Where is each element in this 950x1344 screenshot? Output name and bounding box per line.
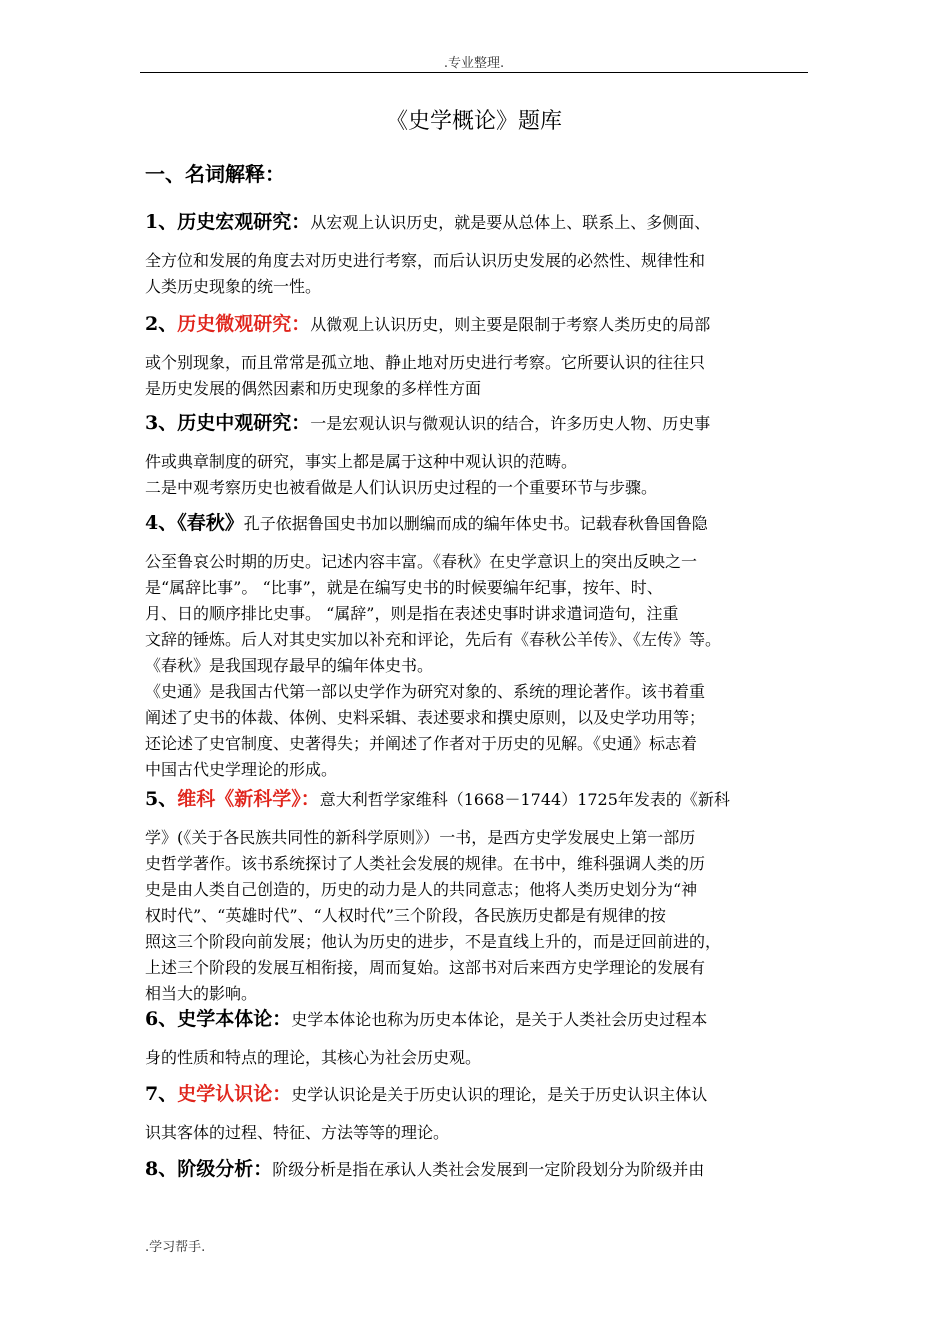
entry-line: 是历史发展的偶然因素和历史现象的多样性方面 xyxy=(145,379,482,398)
entry-line: 或个别现象，而且常常是孤立地、静止地对历史进行考察。它所要认识的往往只 xyxy=(145,353,706,372)
entry-line: 月、日的顺序排比史事。 “属辞”，则是指在表述史事时讲求遣词造句，注重 xyxy=(145,604,679,623)
entry-term: 历史微观研究： xyxy=(177,313,311,335)
entry-line: 还论述了史官制度、史著得失；并阐述了作者对于历史的见解。《史通》标志着 xyxy=(145,734,698,753)
entry-text: 阶级分析是指在承认人类社会发展到一定阶段划分为阶级并由 xyxy=(272,1160,705,1179)
entry-7 xyxy=(145,1077,810,1146)
entry-line: 件或典章制度的研究，事实上都是属于这种中观认识的范畴。 xyxy=(145,452,578,471)
entry-line: 史是由人类自己创造的，历史的动力是人的共同意志；他将人类历史划分为“神 xyxy=(145,880,698,899)
document-title: 《史学概论》题库 xyxy=(385,109,562,134)
entry-line: 《春秋》是我国现存最早的编年体史书。 xyxy=(145,656,434,675)
entry-first-line xyxy=(145,1077,810,1112)
entry-line: 史哲学著作。该书系统探讨了人类社会发展的规律。在书中，维科强调人类的历 xyxy=(145,854,706,873)
entry-first-line xyxy=(145,307,810,342)
entry-first-line xyxy=(145,205,810,240)
entry-number: 5、 xyxy=(145,788,178,810)
entry-line: 学》(《关于各民族共同性的新科学原则》）一书，是西方史学发展史上第一部历 xyxy=(145,828,696,847)
entry-term: 历史宏观研究： xyxy=(177,211,311,233)
entry-line: 上述三个阶段的发展互相衔接，周而复始。这部书对后来西方史学理论的发展有 xyxy=(145,958,706,977)
entry-number: 4、 xyxy=(145,512,178,534)
entry-term: 史学本体论： xyxy=(177,1008,292,1030)
entry-line: 公至鲁哀公时期的历史。记述内容丰富。《春秋》在史学意识上的突出反映之一 xyxy=(145,552,698,571)
entry-number: 7、 xyxy=(145,1083,178,1105)
entry-line: 识其客体的过程、特征、方法等等的理论。 xyxy=(145,1123,450,1142)
entry-term: 《春秋》 xyxy=(177,512,244,534)
entry-line: 是“属辞比事”。 “比事”，就是在编写史书的时候要编年纪事，按年、时、 xyxy=(145,578,663,597)
entry-text: 意大利哲学家维科（1668－1744）1725年发表的《新科 xyxy=(319,790,730,809)
entry-text: 从宏观上认识历史，就是要从总体上、联系上、多侧面、 xyxy=(310,213,711,232)
entry-3 xyxy=(145,406,810,501)
entry-line: 文辞的锤炼。后人对其史实加以补充和评论，先后有《春秋公羊传》、《左传》等。 xyxy=(145,630,722,649)
entry-first-line xyxy=(145,782,810,817)
header-rule xyxy=(140,72,808,73)
entry-text: 从微观上认识历史，则主要是限制于考察人类历史的局部 xyxy=(310,315,711,334)
entry-text: 孔子依据鲁国史书加以删编而成的编年体史书。记载春秋鲁国鲁隐 xyxy=(243,514,708,533)
entry-6 xyxy=(145,1002,810,1071)
entry-line: 二是中观考察历史也被看做是人们认识历史过程的一个重要环节与步骤。 xyxy=(145,478,658,497)
entry-first-line xyxy=(145,506,810,541)
entry-1 xyxy=(145,205,810,300)
entry-line: 相当大的影响。 xyxy=(145,984,258,1003)
entry-term: 维科《新科学》： xyxy=(177,788,320,810)
entry-term: 阶级分析： xyxy=(177,1158,273,1180)
entry-line: 阐述了史书的体裁、体例、史料采辑、表述要求和撰史原则，以及史学功用等； xyxy=(145,708,706,727)
entry-4 xyxy=(145,506,810,783)
entry-text: 史学认识论是关于历史认识的理论，是关于历史认识主体认 xyxy=(291,1085,708,1104)
entry-2 xyxy=(145,307,810,402)
entry-term: 历史中观研究： xyxy=(177,412,311,434)
section-heading: 一、名词解释： xyxy=(145,162,285,186)
page-footer: .学习帮手. xyxy=(145,1240,206,1255)
page-header: .专业整理. xyxy=(443,56,505,71)
entry-first-line xyxy=(145,1002,810,1037)
entry-line: 中国古代史学理论的形成。 xyxy=(145,760,338,779)
entry-line: 权时代”、“英雄时代”、“人权时代”三个阶段，各民族历史都是有规律的按 xyxy=(145,906,666,925)
entry-line: 人类历史现象的统一性。 xyxy=(145,277,322,296)
entry-number: 6、 xyxy=(145,1008,178,1030)
entry-number: 1、 xyxy=(145,211,178,233)
entry-first-line xyxy=(145,1152,810,1187)
entry-text: 一是宏观认识与微观认识的结合，许多历史人物、历史事 xyxy=(310,414,711,433)
entry-text: 史学本体论也称为历史本体论，是关于人类社会历史过程本 xyxy=(291,1010,708,1029)
entry-number: 8、 xyxy=(145,1158,178,1180)
entry-term: 史学认识论： xyxy=(177,1083,292,1105)
entry-first-line xyxy=(145,406,810,441)
entry-line: 身的性质和特点的理论，其核心为社会历史观。 xyxy=(145,1048,482,1067)
entry-number: 2、 xyxy=(145,313,178,335)
entry-5 xyxy=(145,782,810,1007)
entry-line: 照这三个阶段向前发展；他认为历史的进步，不是直线上升的，而是迂回前进的， xyxy=(145,932,722,951)
entry-line: 全方位和发展的角度去对历史进行考察，而后认识历史发展的必然性、规律性和 xyxy=(145,251,706,270)
entry-number: 3、 xyxy=(145,412,178,434)
entry-8 xyxy=(145,1152,810,1187)
entry-line: 《史通》是我国古代第一部以史学作为研究对象的、系统的理论著作。该书着重 xyxy=(145,682,706,701)
